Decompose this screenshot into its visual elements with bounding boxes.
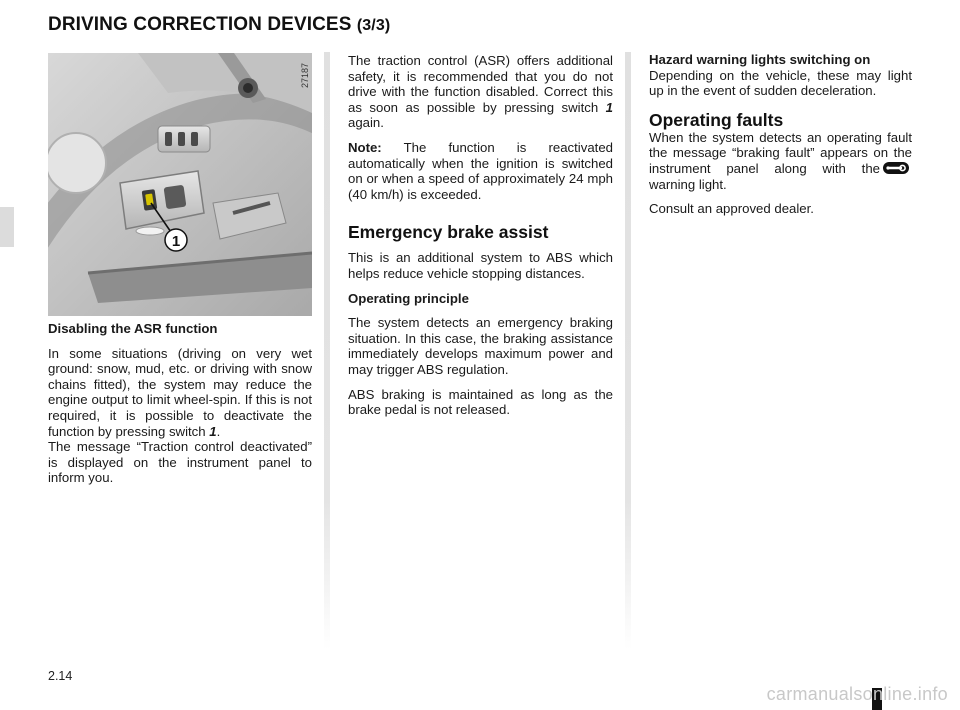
column-2 <box>348 53 613 427</box>
asr-disable-text-b: . <box>216 423 221 439</box>
operating-faults-paragraph <box>649 130 912 192</box>
note-paragraph <box>348 140 613 202</box>
figure-code: 27187 <box>300 63 310 89</box>
asr-safety-text-b: again. <box>348 115 384 131</box>
service-wrench-icon <box>883 162 909 174</box>
section-tab-marker <box>0 207 14 247</box>
note-text: The function is reactivated automatically when the ignition is switched on or when a speed of approximately 24 mph (40 km/h) is exceeded. <box>348 139 613 202</box>
watermark: carmanualsonline.info <box>766 684 948 704</box>
switch-number-ref-2: 1 <box>605 99 613 115</box>
column-1 <box>48 321 312 495</box>
asr-disable-paragraph <box>48 346 312 440</box>
switch-number-ref: 1 <box>209 423 217 439</box>
hazard-lights-paragraph: Depending on the vehicle, these may light up in the event of sudden deceleration. <box>649 67 912 99</box>
operating-faults-text-b: warning light. <box>649 176 727 192</box>
abs-braking-paragraph: ABS braking is maintained as long as the brake pedal is not released. <box>348 386 613 418</box>
column-divider-1 <box>324 52 330 650</box>
brake-assist-paragraph: This is an additional system to ABS which helps reduce vehicle stopping distances. <box>348 250 613 281</box>
operating-faults-text-a: When the system detects an operating fault the message “braking fault” appears on the instrument panel along with the <box>649 129 912 176</box>
operating-faults-heading: Operating faults <box>649 109 784 130</box>
column-divider-2 <box>625 52 631 650</box>
hazard-lights-heading: Hazard warning lights switching on <box>649 52 871 67</box>
emergency-brake-assist-heading: Emergency brake assist <box>348 222 549 243</box>
consult-dealer-paragraph: Consult an approved dealer. <box>649 201 814 217</box>
dashboard-photo-graphic <box>48 53 312 316</box>
asr-message-paragraph: The message “Traction control deactivated” is displayed on the instrument panel to inform you. <box>48 439 312 486</box>
switch-callout-label: 1 <box>171 233 181 250</box>
asr-switch-illustration <box>48 53 312 316</box>
page-title-text: DRIVING CORRECTION DEVICES <box>48 14 352 35</box>
operating-principle-paragraph: The system detects an emergency braking situation. In this case, the braking assistance immediately develops maximum power and may trigger ABS regulation. <box>348 315 613 377</box>
page-title <box>48 14 390 36</box>
operating-principle-heading: Operating principle <box>348 290 469 306</box>
page-title-suffix: (3/3) <box>356 17 391 34</box>
page-number: 2.14 <box>48 669 73 683</box>
asr-safety-paragraph <box>348 53 613 131</box>
note-label: Note: <box>348 139 382 155</box>
column-3 <box>649 52 912 226</box>
asr-disable-text-a: In some situations (driving on very wet ground: snow, mud, etc. or driving with snow chains fitted), the system may reduce the engine output to limit wheel-spin. If this is not required, it is possible to deactivate the function by pressing switch <box>48 345 312 439</box>
asr-safety-text-a: The traction control (ASR) offers additional safety, it is recommended that you do not drive with the function disabled. Correct this as soon as possible by pressing switch <box>348 53 613 115</box>
asr-disable-heading: Disabling the ASR function <box>48 321 218 336</box>
